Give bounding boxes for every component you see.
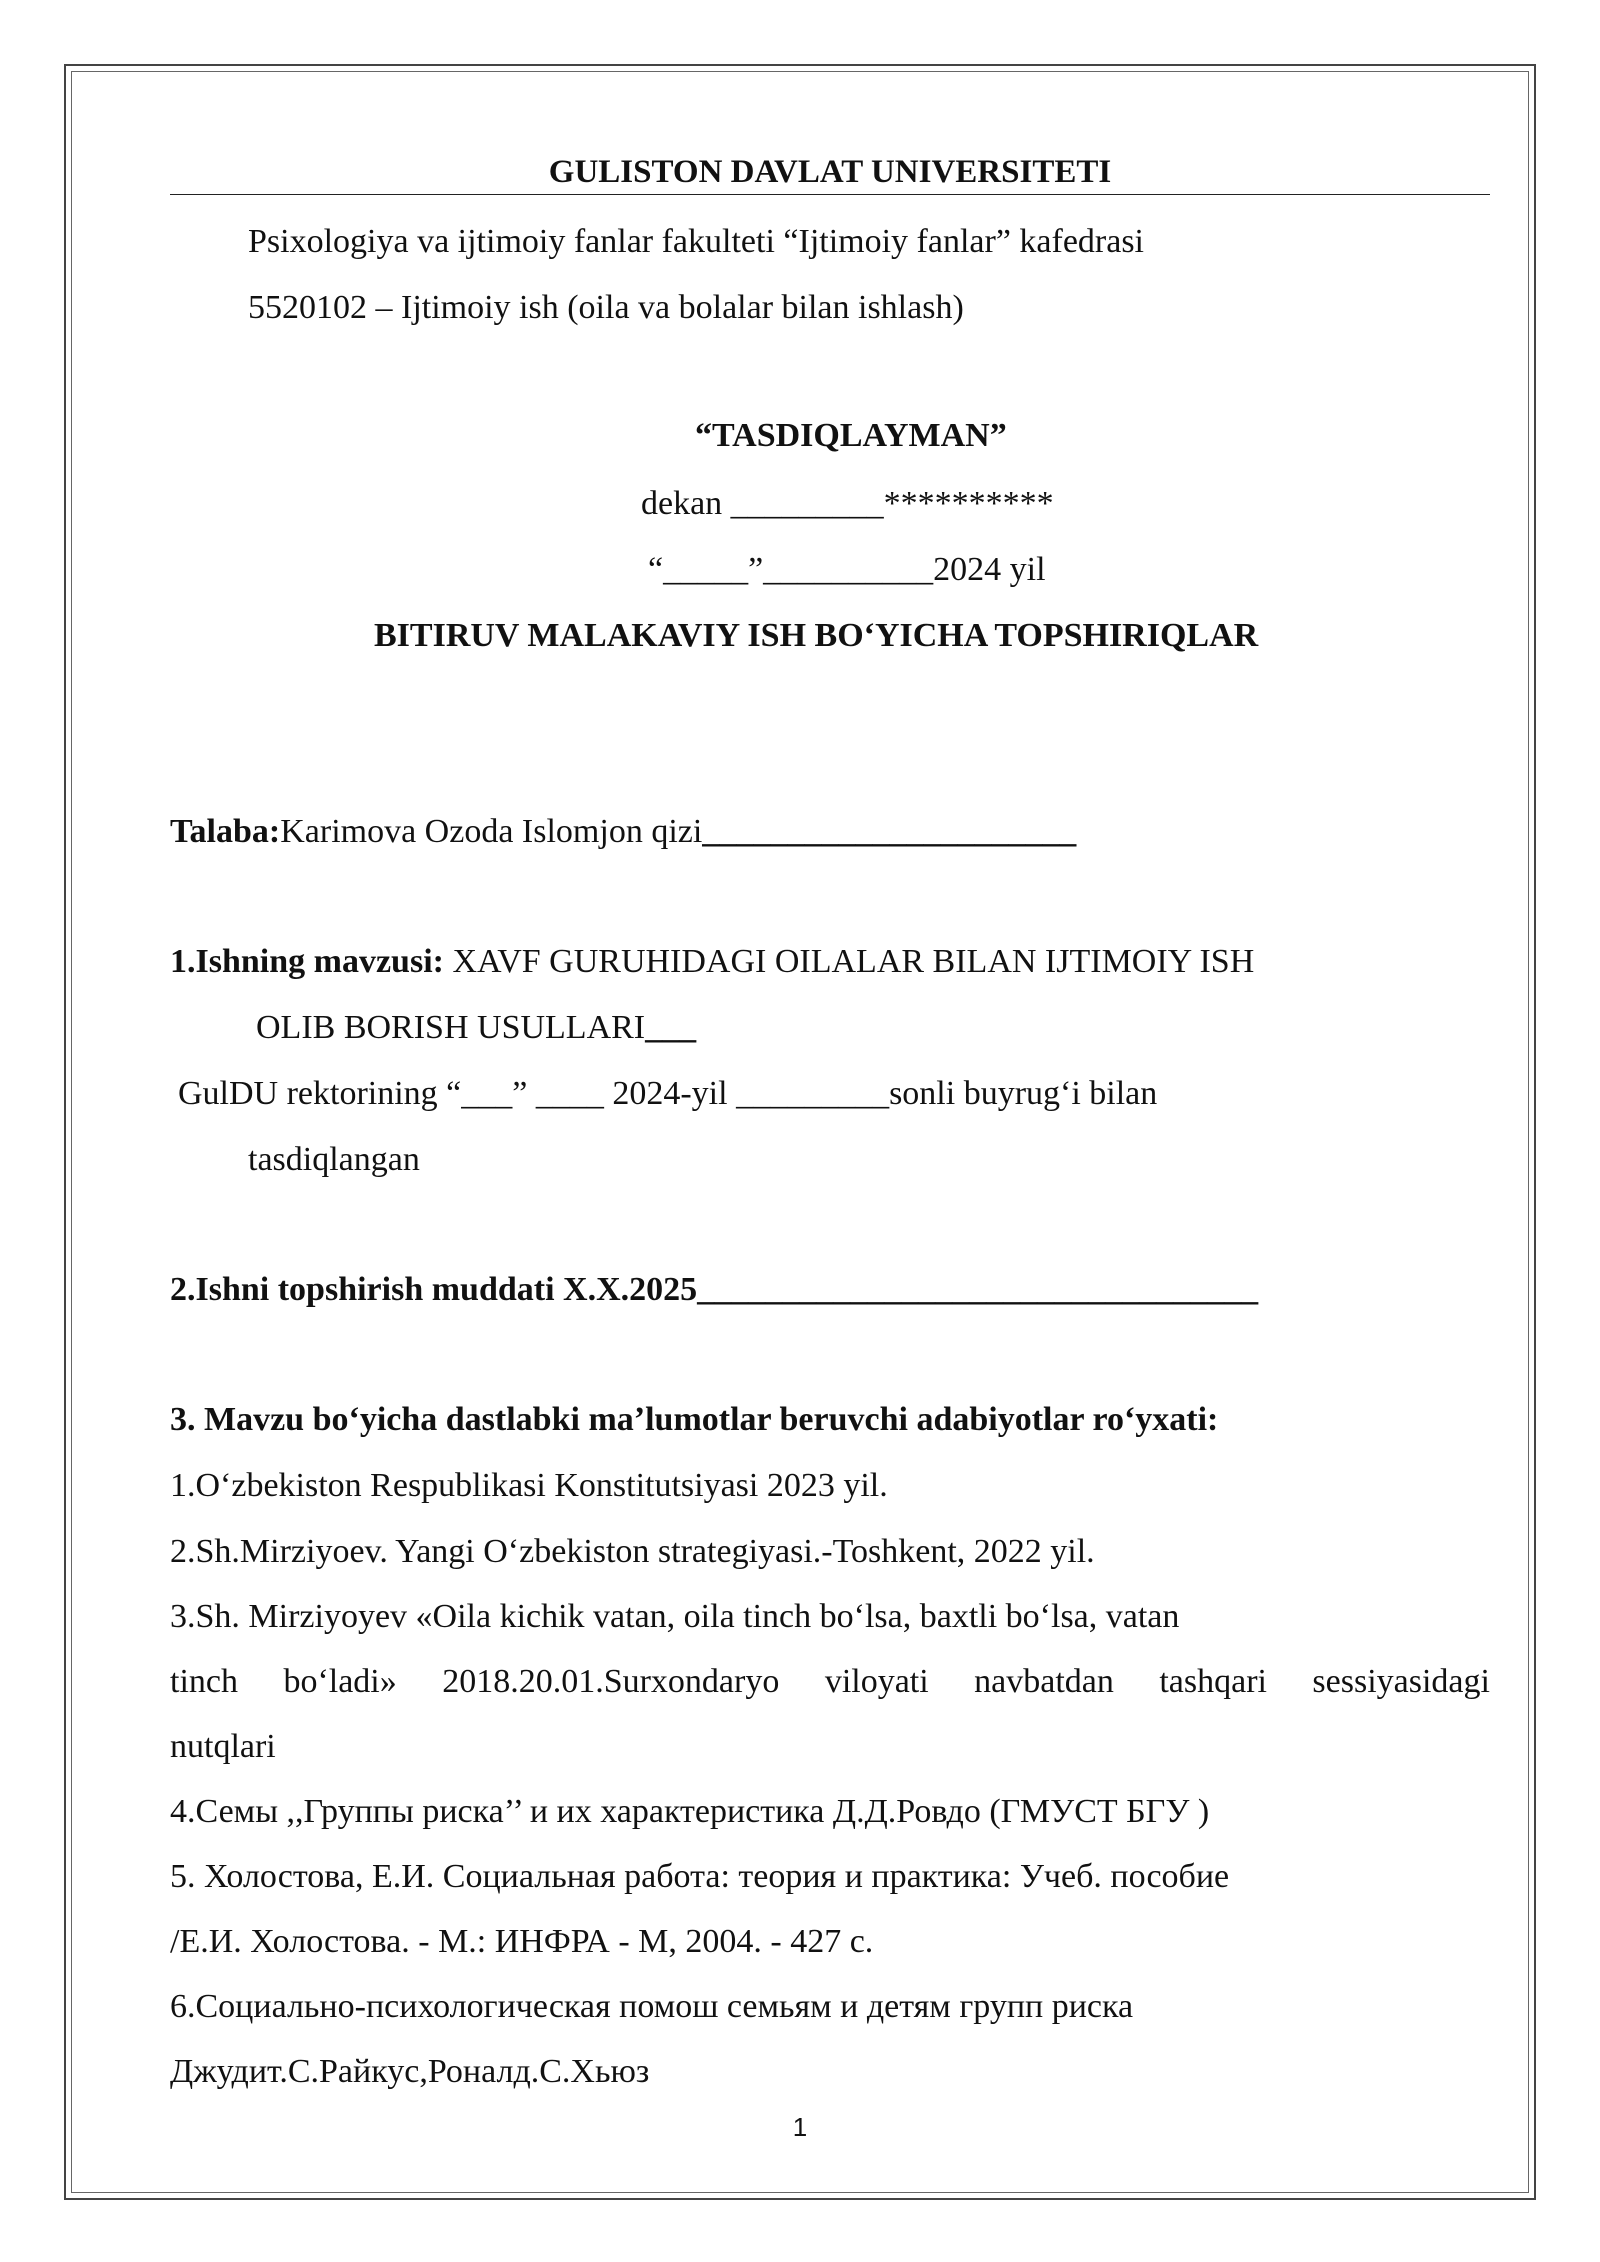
- literature-item-1: 1.Oʻzbekiston Respublikasi Konstitutsiyasi 2023 yil.: [170, 1467, 888, 1504]
- student-label: Talaba:: [170, 813, 281, 850]
- approval-date: “_____”__________2024 yil: [648, 551, 1046, 588]
- faculty-line: Psixologiya va ijtimoiy fanlar fakulteti “Ijtimoiy fanlar” kafedrasi: [248, 223, 1145, 260]
- literature-item-3: 3.Sh. Mirziyoyev «Oila kichik vatan, oila tinch boʻlsa, baxtli boʻlsa, vatan: [170, 1598, 1180, 1635]
- topic-label: 1.Ishning mavzusi:: [170, 943, 453, 980]
- topic-text-1: XAVF GURUHIDAGI OILALAR BILAN IJTIMOIY ISH: [452, 943, 1255, 980]
- student-line: [170, 812, 1076, 852]
- approval-title: “TASDIQLAYMAN”: [695, 417, 1007, 454]
- specialty-line: 5520102 – Ijtimoiy ish (oila va bolalar bilan ishlash): [248, 289, 964, 326]
- dean-line: dekan _________**********: [641, 485, 1054, 522]
- student-name: Karimova Ozoda Islomjon qizi: [280, 813, 703, 850]
- literature-heading: 3. Mavzu boʻyicha dastlabki maʼlumotlar beruvchi adabiyotlar roʻyxati:: [170, 1401, 1219, 1438]
- order-line-2: tasdiqlangan: [248, 1141, 420, 1178]
- word: navbatdan: [974, 1663, 1114, 1700]
- document-title: BITIRUV MALAKAVIY ISH BOʻYICHA TOPSHIRIQLAR: [374, 617, 1259, 654]
- topic-blank: ___: [645, 1009, 697, 1046]
- header-rule: [170, 194, 1490, 195]
- word: boʻladi»: [283, 1663, 397, 1700]
- literature-item-3-cont: [170, 1662, 1490, 1702]
- deadline-label: 2.Ishni topshirish muddati X.X.2025: [170, 1271, 698, 1308]
- deadline-blank: _________________________________: [697, 1271, 1259, 1308]
- literature-item-3-end: nutqlari: [170, 1728, 276, 1765]
- literature-item-2: 2.Sh.Mirziyoev. Yangi Oʻzbekiston strategiyasi.-Toshkent, 2022 yil.: [170, 1533, 1095, 1570]
- literature-item-4: 4.Семы ,,Группы риска’’ и их характеристика Д.Д.Ровдо (ГМУСТ БГУ ): [170, 1793, 1210, 1830]
- order-line: GulDU rektorining “___” ____ 2024-yil _________sonli buyrugʻi bilan: [178, 1075, 1158, 1112]
- word: 2018.20.01.Surxondaryo: [442, 1663, 780, 1700]
- topic-line-1: [170, 942, 1254, 982]
- university-name: GULISTON DAVLAT UNIVERSITETI: [548, 154, 1112, 190]
- word: sessiyasidagi: [1312, 1663, 1490, 1700]
- literature-item-5: 5. Холостова, Е.И. Социальная работа: теория и практика: Учеб. пособие: [170, 1858, 1230, 1895]
- deadline-line: [170, 1270, 1258, 1310]
- topic-line-2: [256, 1008, 696, 1048]
- literature-item-5-cont: /Е.И. Холостова. - М.: ИНФРА - М, 2004. - 427 с.: [170, 1923, 874, 1960]
- word: tinch: [170, 1663, 238, 1700]
- literature-item-6: 6.Социально-психологическая помош семьям и детям групп риска: [170, 1988, 1134, 2025]
- word: viloyati: [824, 1663, 929, 1700]
- word: tashqari: [1159, 1663, 1267, 1700]
- literature-item-6-cont: Джудит.С.Райкус,Роналд.С.Хьюз: [170, 2053, 650, 2090]
- student-blank: ______________________: [702, 813, 1077, 850]
- topic-text-2: OLIB BORISH USULLARI: [256, 1009, 646, 1046]
- page-number: 1: [792, 2112, 808, 2142]
